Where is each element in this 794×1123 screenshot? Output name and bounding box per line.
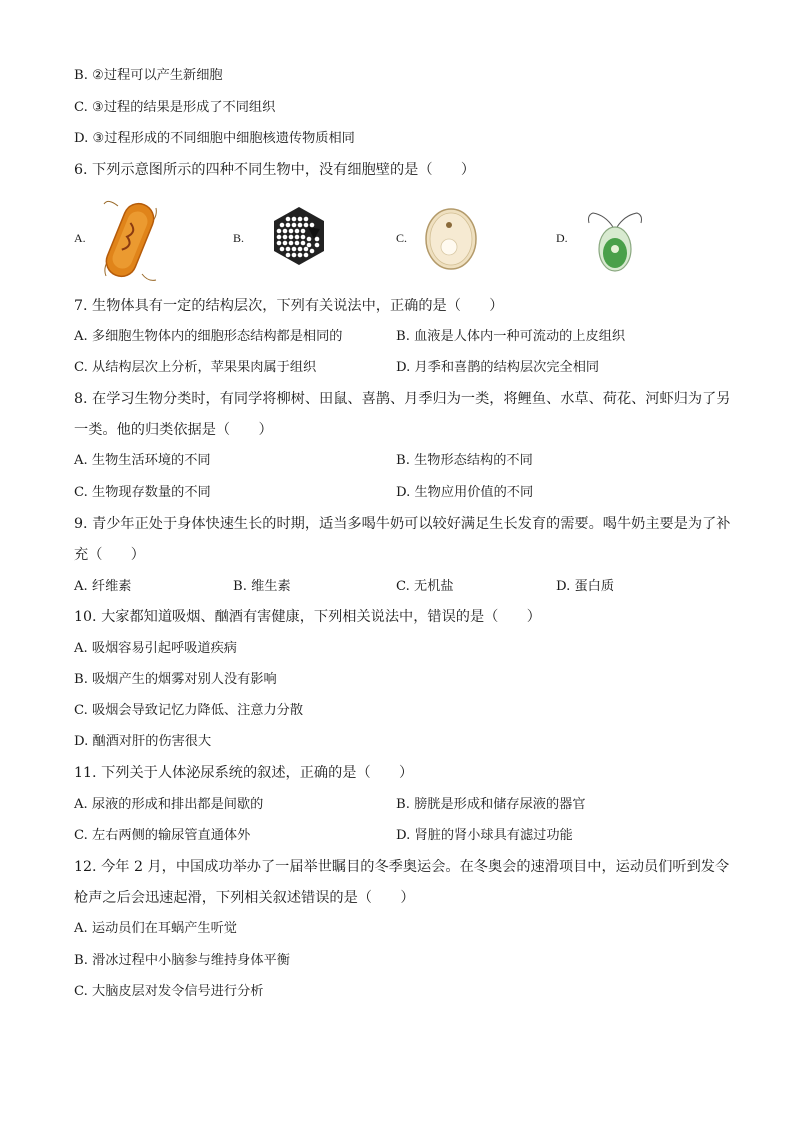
q12-stem-line1: 12. 今年 2 月，中国成功举办了一届举世瞩目的冬季奥运会。在冬奥会的速滑项目中，运动员们听到发令 — [74, 859, 730, 875]
q6-label-a: A. — [74, 231, 86, 245]
q8-stem-line1: 8. 在学习生物分类时，有同学将柳树、田鼠、喜鹊、月季归为一类，将鲤鱼、水草、荷花、河虾归为了另 — [74, 391, 731, 407]
q8-option-a: A. 生物生活环境的不同 — [74, 453, 211, 468]
q8-stem-line2: 一类。他的归类依据是（ ） — [74, 422, 273, 438]
q5-option-b: B. ②过程可以产生新细胞 — [74, 68, 223, 83]
q8-option-c: C. 生物现存数量的不同 — [74, 485, 211, 500]
q7-option-c: C. 从结构层次上分析，苹果果肉属于组织 — [74, 360, 317, 375]
q10-option-c: C. 吸烟会导致记忆力降低、注意力分散 — [74, 703, 304, 718]
q9-stem-line1: 9. 青少年正处于身体快速生长的时期，适当多喝牛奶可以较好满足生长发育的需要。喝牛奶主要是为了补 — [74, 516, 731, 532]
q6-label-c: C. — [396, 231, 408, 245]
q12-option-c: C. 大脑皮层对发令信号进行分析 — [74, 984, 264, 999]
q9-option-a: A. 纤维素 — [74, 579, 132, 594]
q12-stem-line2: 枪声之后会迅速起滑，下列相关叙述错误的是（ ） — [74, 890, 415, 906]
q5-option-d: D. ③过程形成的不同细胞中细胞核遗传物质相同 — [74, 131, 355, 146]
q7-option-d: D. 月季和喜鹊的结构层次完全相同 — [396, 360, 600, 375]
q8-option-b: B. 生物形态结构的不同 — [396, 453, 533, 468]
q10-stem: 10. 大家都知道吸烟、酗酒有害健康，下列相关说法中，错误的是（ ） — [74, 609, 541, 625]
q6-label-b: B. — [233, 231, 245, 245]
yeast-cell-icon — [424, 207, 478, 275]
bacterium-icon — [98, 196, 162, 288]
q11-option-d: D. 肾脏的肾小球具有滤过功能 — [396, 828, 573, 843]
q9-option-d: D. 蛋白质 — [556, 579, 615, 594]
q7-option-a: A. 多细胞生物体内的细胞形态结构都是相同的 — [74, 329, 343, 344]
q9-option-b: B. 维生素 — [233, 579, 291, 594]
q11-option-b: B. 膀胱是形成和储存尿液的器官 — [396, 797, 586, 812]
virus-icon — [268, 205, 330, 271]
q10-option-b: B. 吸烟产生的烟雾对别人没有影响 — [74, 672, 277, 687]
q8-option-d: D. 生物应用价值的不同 — [396, 485, 534, 500]
q9-option-c: C. 无机盐 — [396, 579, 454, 594]
q7-stem: 7. 生物体具有一定的结构层次，下列有关说法中，正确的是（ ） — [74, 298, 504, 314]
q9-stem-line2: 充（ ） — [74, 547, 145, 563]
chlamydomonas-icon — [585, 205, 645, 279]
q11-option-a: A. 尿液的形成和排出都是间歇的 — [74, 797, 264, 812]
q12-option-b: B. 滑冰过程中小脑参与维持身体平衡 — [74, 953, 290, 968]
q5-option-c: C. ③过程的结果是形成了不同组织 — [74, 100, 276, 115]
q7-option-b: B. 血液是人体内一种可流动的上皮组织 — [396, 329, 626, 344]
q6-stem: 6. 下列示意图所示的四种不同生物中，没有细胞壁的是（ ） — [74, 162, 476, 178]
q11-stem: 11. 下列关于人体泌尿系统的叙述，正确的是（ ） — [74, 765, 414, 781]
q10-option-a: A. 吸烟容易引起呼吸道疾病 — [74, 641, 237, 656]
q12-option-a: A. 运动员们在耳蜗产生听觉 — [74, 921, 237, 936]
q6-label-d: D. — [556, 231, 568, 245]
q11-option-c: C. 左右两侧的输尿管直通体外 — [74, 828, 251, 843]
q10-option-d: D. 酗酒对肝的伤害很大 — [74, 734, 212, 749]
